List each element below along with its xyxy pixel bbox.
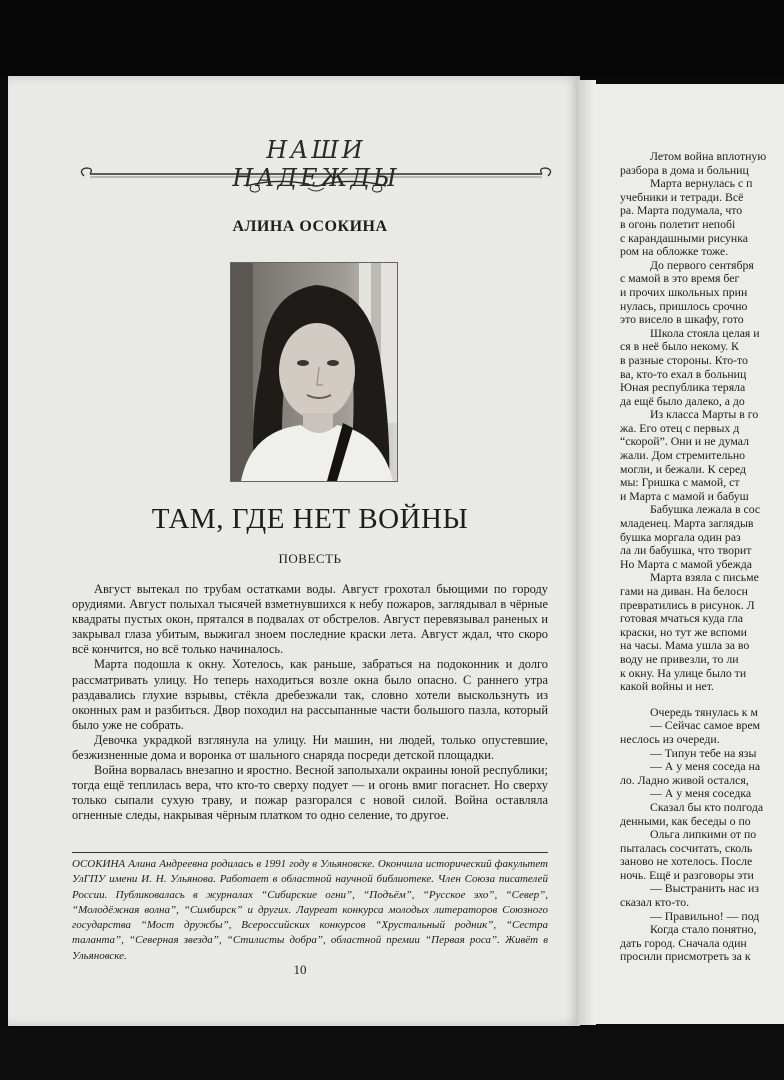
text-line: Марта взяла с письме (650, 570, 759, 585)
text-line: денными, как беседы о по (620, 813, 751, 828)
right-page (594, 84, 784, 1024)
text-line: До первого сентября (650, 257, 754, 272)
scan-top-border (0, 0, 784, 78)
text-line: ром на обложке тоже. (620, 244, 729, 259)
author-bio: ОСОКИНА Алина Андреевна родилась в 1991 году в Ульяновске. Окончила исторический факультет УлГПУ имени И. Н. Ульянова. Работает в областной научной библиотеке. Член Союза писателей России. Публиковалась в журналах “Сибирские огни”, “Подъём”, “Русское эхо”, “Север”, “Молодёжная волна”, “Симбирск” и других. Лауреат конкурса молодых литераторов Союзного государства “Мост дружбы”, Всероссийских конкурсов “Хрустальный родник”, “Сестра таланта”, “Северная звезда”, “Стилисты добра”, областной премии “Первая роса”. Живёт в Ульяновске. (72, 858, 548, 962)
story-paragraph: Война ворвалась внезапно и яростно. Весной заполыхали окраины юной республики; тогда ещё теплилась вера, что кто-то сверху подует — и огонь вмиг погаснет. Но сверху только сыпали сухую траву, и пожар разгорался с новой силой. Война оставляла огненные следы, накрывая чёрным платком то одно селение, то другое. (72, 763, 548, 823)
text-line: Очередь тянулась к м (650, 704, 758, 719)
text-line: и Марта с мамой и бабуш (620, 488, 749, 503)
scan-bottom-border (0, 1028, 784, 1080)
text-line: ло. Ладно живой остался, (620, 772, 749, 787)
story-paragraph: Девочка украдкой взглянула на улицу. Ни машин, ни людей, только опустевшие, безжизненные дома и воронка от шального снаряда посреди детской площадки. (72, 732, 548, 763)
page-number: 10 (293, 962, 307, 977)
text-line: Ольга липкими от по (650, 827, 757, 842)
text-line: сказал кто-то. (620, 895, 690, 910)
text-line: пыталась сосчитать, сколь (620, 840, 753, 855)
story-paragraph: Марта подошла к окну. Хотелось, как раньше, забраться на подоконник и долго рассматривать улицу. Но теперь находиться возле окна было опасно. С раннего утра раздавались глухие взрывы, стёкла дребезжали так, словно хотели выскользнуть из оконных рам и разбиться. Двор походил на рассыпанные части большого пазла, который было уже не собрать. (72, 657, 548, 732)
text-line: превратились в рисунок. Л (620, 597, 755, 612)
text-line: краски, но тут же вспоми (620, 624, 747, 639)
text-line: Из класса Марты в го (650, 407, 759, 422)
text-line: ночь. Ещё и разговоры эти (620, 867, 754, 882)
text-line: с карандашными рисунка (620, 230, 749, 245)
text-line: — Типун тебе на язы (650, 745, 757, 760)
story-title: ТАМ, ГДЕ НЕТ ВОЙНЫ (151, 503, 469, 535)
text-line: жа. Его отец с первых д (620, 420, 740, 435)
text-line: ла ли бабушка, что творит (620, 543, 752, 558)
author-name: АЛИНА ОСОКИНА (232, 218, 388, 235)
text-line: неслось из очереди. (620, 731, 720, 746)
text-line: бушка моргала один раз (620, 529, 741, 544)
text-line: Летом война вплотную (650, 149, 767, 163)
text-line: Когда стало понятно, (650, 922, 757, 937)
text-line: могли, и бежали. К серед (620, 461, 747, 476)
text-line: заново не хотелось. После (620, 854, 753, 869)
text-line: просили присмотреть за к (620, 949, 751, 964)
text-line: на часы. Мама ушла за во (620, 638, 750, 653)
ornamental-divider (76, 164, 556, 198)
text-line: в огонь полетит непобі (620, 216, 736, 231)
text-line: ва, кто-то ехал в больниц (620, 366, 747, 381)
author-photo (230, 262, 398, 482)
text-line: Бабушка лежала в сос (650, 502, 761, 517)
text-line: нулась, пришлось срочно (620, 298, 748, 313)
text-line: готовая мчаться куда гла (620, 611, 743, 626)
text-line: Юная республика теряла (620, 380, 746, 395)
text-line: к окну. На улице было ти (620, 665, 747, 680)
text-line: Сказал бы кто полгода (650, 799, 764, 814)
text-line: — Выстранить нас из (650, 881, 760, 896)
text-line: дать город. Сначала один (620, 935, 747, 950)
story-genre: ПОВЕСТЬ (278, 551, 342, 566)
story-paragraph: Август вытекал по трубам остатками воды. Август грохотал бьющими по городу орудиями. Август полыхал тысячей взметнувшихся к небу пожаров, заглядывал в чёрные квадраты пустых окон, прятался в подвалах от обстрелов. Август перевязывал раненых и закрывал глаза убитым, выжигал зноем последние краски лета. Август ждал, что скоро всё кончится, но всё только начиналось. (72, 582, 548, 657)
text-line: — Сейчас самое врем (650, 718, 761, 733)
text-line: да ещё было далеко, а до (620, 393, 745, 408)
bio-divider (72, 852, 548, 853)
right-page-text (620, 150, 784, 964)
text-line: гами на диван. На белосн (620, 584, 748, 598)
text-line: — А у меня соседа на (650, 759, 761, 774)
text-line: это висело в шкафу, гото (620, 312, 744, 327)
text-line: Но Марта с мамой убежда (620, 556, 752, 571)
text-line: учебники и тетради. Всё (620, 189, 744, 204)
story-text (72, 582, 548, 824)
section-header (76, 126, 556, 196)
text-line: — Правильно! — под (650, 908, 760, 923)
text-line: и прочих школьных прин (620, 284, 748, 299)
text-line: младенец. Марта заглядыв (620, 516, 754, 531)
text-line (620, 694, 784, 706)
text-line: “скорой”. Они и не думал (620, 434, 749, 449)
text-line: какой войны и нет. (620, 679, 715, 694)
text-line: воду не привезли, то ли (620, 651, 739, 666)
text-line: ра. Марта подумала, что (620, 203, 743, 218)
text-line: Марта вернулась с п (650, 176, 753, 191)
text-line: жали. Дом стремительно (620, 448, 746, 463)
text-line: с мамой в это время бег (620, 271, 740, 286)
text-line: Школа стояла целая и (650, 325, 760, 340)
author-photo-image (231, 263, 397, 481)
text-line: разбора в дома и больниц (620, 162, 749, 177)
text-line: ся в неё было некому. К (620, 339, 739, 354)
section-title: НАШИ НАДЕЖДЫ (232, 136, 400, 192)
text-line: мы: Гришка с мамой, ст (620, 475, 740, 490)
text-line: — А у меня соседка (650, 786, 752, 801)
text-line: в разные стороны. Кто-то (620, 352, 748, 367)
